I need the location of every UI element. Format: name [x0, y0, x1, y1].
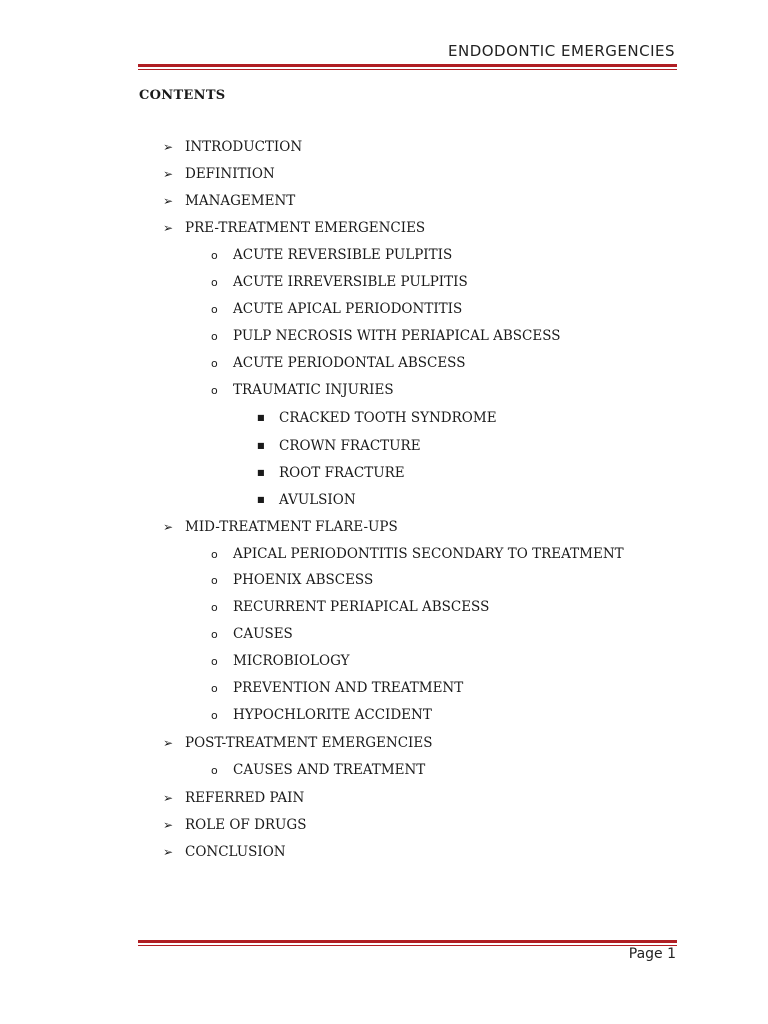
toc-item-level-1	[163, 220, 425, 236]
toc-item-level-2	[211, 274, 468, 291]
toc-item-level-2	[211, 626, 293, 643]
circle-bullet-icon: o	[211, 384, 218, 397]
toc-item-level-1	[163, 790, 304, 806]
toc-item-text: ROOT FRACTURE	[279, 465, 405, 481]
arrow-bullet-icon: ➢	[163, 736, 174, 750]
toc-item-text: MANAGEMENT	[185, 193, 296, 209]
arrow-bullet-icon: ➢	[163, 791, 174, 805]
circle-bullet-icon: o	[211, 655, 218, 668]
circle-bullet-icon: o	[211, 709, 218, 722]
contents-heading: CONTENTS	[139, 88, 226, 103]
toc-item-level-1	[163, 166, 275, 182]
toc-item-text: ACUTE PERIODONTAL ABSCESS	[233, 355, 466, 371]
page-number: Page 1	[628, 946, 676, 962]
toc-item-text: RECURRENT PERIAPICAL ABSCESS	[233, 599, 490, 615]
toc-item-level-2	[211, 680, 463, 697]
toc-item-level-3	[257, 465, 405, 481]
document-header-title: ENDODONTIC EMERGENCIES	[448, 42, 675, 60]
toc-item-level-2	[211, 653, 350, 670]
circle-bullet-icon: o	[211, 682, 218, 695]
toc-item-text: APICAL PERIODONTITIS SECONDARY TO TREATMENT	[233, 546, 624, 562]
circle-bullet-icon: o	[211, 601, 218, 614]
square-bullet-icon: ■	[257, 495, 265, 504]
toc-item-text: MICROBIOLOGY	[233, 653, 350, 669]
circle-bullet-icon: o	[211, 357, 218, 370]
toc-item-level-2	[211, 707, 432, 724]
toc-item-text: PHOENIX ABSCESS	[233, 572, 374, 588]
toc-item-text: CAUSES	[233, 626, 293, 642]
toc-item-level-2	[211, 382, 394, 399]
circle-bullet-icon: o	[211, 628, 218, 641]
toc-item-level-2	[211, 301, 462, 318]
toc-item-text: ACUTE IRREVERSIBLE PULPITIS	[233, 274, 468, 290]
arrow-bullet-icon: ➢	[163, 167, 174, 181]
toc-item-level-3	[257, 438, 421, 454]
toc-item-text: AVULSION	[279, 492, 356, 508]
toc-item-text: CROWN FRACTURE	[279, 438, 421, 454]
circle-bullet-icon: o	[211, 574, 218, 587]
square-bullet-icon: ■	[257, 441, 265, 450]
toc-item-text: MID-TREATMENT FLARE-UPS	[185, 519, 398, 535]
arrow-bullet-icon: ➢	[163, 845, 174, 859]
toc-item-level-2	[211, 355, 465, 372]
arrow-bullet-icon: ➢	[163, 194, 174, 208]
toc-item-level-1	[163, 519, 398, 535]
toc-item-level-2	[211, 546, 624, 563]
toc-item-text: PRE-TREATMENT EMERGENCIES	[185, 220, 426, 236]
footer-divider	[138, 940, 677, 946]
toc-item-level-1	[163, 193, 295, 209]
toc-item-text: POST-TREATMENT EMERGENCIES	[185, 735, 433, 751]
circle-bullet-icon: o	[211, 764, 218, 777]
toc-item-level-1	[163, 735, 432, 751]
toc-item-text: ACUTE APICAL PERIODONTITIS	[233, 301, 463, 317]
toc-item-text: INTRODUCTION	[185, 139, 303, 155]
toc-item-level-1	[163, 844, 286, 860]
circle-bullet-icon: o	[211, 303, 218, 316]
toc-item-level-2	[211, 599, 489, 616]
toc-item-text: REFERRED PAIN	[185, 790, 305, 806]
circle-bullet-icon: o	[211, 276, 218, 289]
toc-item-level-2	[211, 247, 452, 264]
arrow-bullet-icon: ➢	[163, 818, 174, 832]
toc-item-text: CRACKED TOOTH SYNDROME	[279, 410, 497, 426]
toc-item-level-3	[257, 492, 356, 508]
circle-bullet-icon: o	[211, 249, 218, 262]
arrow-bullet-icon: ➢	[163, 140, 174, 154]
toc-item-text: CAUSES AND TREATMENT	[233, 762, 426, 778]
toc-item-text: ROLE OF DRUGS	[185, 817, 307, 833]
square-bullet-icon: ■	[257, 413, 265, 422]
toc-item-text: PREVENTION AND TREATMENT	[233, 680, 464, 696]
toc-item-level-1	[163, 139, 302, 155]
arrow-bullet-icon: ➢	[163, 520, 174, 534]
toc-item-text: ACUTE REVERSIBLE PULPITIS	[233, 247, 453, 263]
toc-item-text: DEFINITION	[185, 166, 275, 182]
toc-item-level-1	[163, 817, 306, 833]
toc-item-text: CONCLUSION	[185, 844, 286, 860]
toc-item-level-3	[257, 410, 497, 426]
toc-item-level-2	[211, 762, 425, 779]
toc-item-level-2	[211, 328, 561, 345]
toc-item-level-2	[211, 572, 373, 589]
square-bullet-icon: ■	[257, 468, 265, 477]
circle-bullet-icon: o	[211, 548, 218, 561]
toc-item-text: PULP NECROSIS WITH PERIAPICAL ABSCESS	[233, 328, 561, 344]
toc-item-text: TRAUMATIC INJURIES	[233, 382, 394, 398]
toc-item-text: HYPOCHLORITE ACCIDENT	[233, 707, 432, 723]
circle-bullet-icon: o	[211, 330, 218, 343]
arrow-bullet-icon: ➢	[163, 221, 174, 235]
